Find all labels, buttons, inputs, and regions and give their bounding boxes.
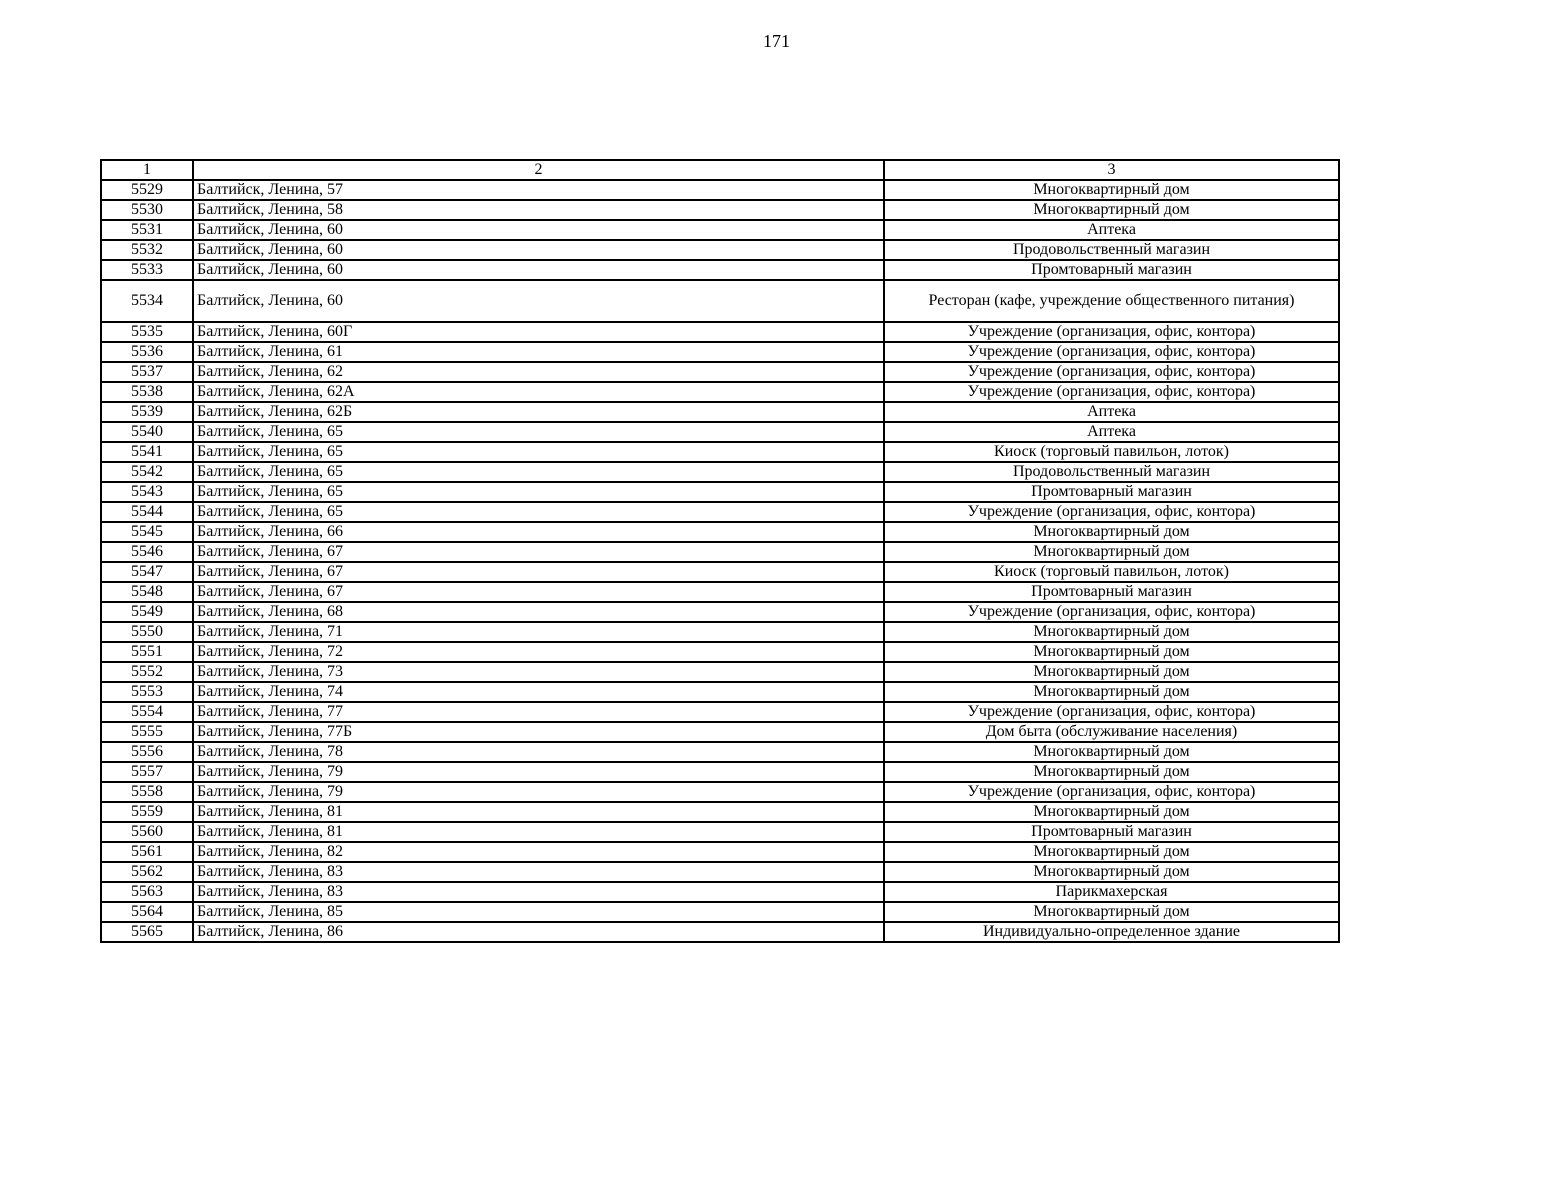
row-address-cell: Балтийск, Ленина, 77Б — [193, 722, 884, 742]
row-type-cell: Дом быта (обслуживание населения) — [884, 722, 1339, 742]
row-number-cell: 5542 — [101, 462, 193, 482]
row-address-cell: Балтийск, Ленина, 67 — [193, 542, 884, 562]
row-address-cell: Балтийск, Ленина, 62 — [193, 362, 884, 382]
row-number-cell: 5530 — [101, 200, 193, 220]
row-address-cell: Балтийск, Ленина, 86 — [193, 922, 884, 942]
row-type-cell: Аптека — [884, 422, 1339, 442]
row-address-cell: Балтийск, Ленина, 81 — [193, 802, 884, 822]
table-row — [101, 502, 1339, 522]
table-row — [101, 922, 1339, 942]
row-address-cell: Балтийск, Ленина, 85 — [193, 902, 884, 922]
table-row — [101, 482, 1339, 502]
row-address-cell: Балтийск, Ленина, 62Б — [193, 402, 884, 422]
row-number-cell: 5561 — [101, 842, 193, 862]
table-row — [101, 442, 1339, 462]
row-number-cell: 5541 — [101, 442, 193, 462]
row-address-cell: Балтийск, Ленина, 79 — [193, 762, 884, 782]
row-address-cell: Балтийск, Ленина, 60Г — [193, 322, 884, 342]
row-type-cell: Многоквартирный дом — [884, 862, 1339, 882]
row-address-cell: Балтийск, Ленина, 71 — [193, 622, 884, 642]
row-type-cell: Парикмахерская — [884, 882, 1339, 902]
row-type-cell: Многоквартирный дом — [884, 762, 1339, 782]
row-number-cell: 5556 — [101, 742, 193, 762]
row-address-cell: Балтийск, Ленина, 58 — [193, 200, 884, 220]
row-type-cell: Промтоварный магазин — [884, 822, 1339, 842]
row-address-cell: Балтийск, Ленина, 67 — [193, 562, 884, 582]
row-address-cell: Балтийск, Ленина, 66 — [193, 522, 884, 542]
table-row — [101, 422, 1339, 442]
row-type-cell: Промтоварный магазин — [884, 482, 1339, 502]
table-row — [101, 622, 1339, 642]
row-number-cell: 5538 — [101, 382, 193, 402]
row-number-cell: 5531 — [101, 220, 193, 240]
table-row — [101, 762, 1339, 782]
row-type-cell: Учреждение (организация, офис, контора) — [884, 702, 1339, 722]
row-number-cell: 5543 — [101, 482, 193, 502]
row-number-cell: 5532 — [101, 240, 193, 260]
row-address-cell: Балтийск, Ленина, 68 — [193, 602, 884, 622]
row-type-cell: Промтоварный магазин — [884, 582, 1339, 602]
row-type-cell: Промтоварный магазин — [884, 260, 1339, 280]
table-row — [101, 220, 1339, 240]
row-number-cell: 5563 — [101, 882, 193, 902]
table-row — [101, 822, 1339, 842]
row-number-cell: 5546 — [101, 542, 193, 562]
row-address-cell: Балтийск, Ленина, 65 — [193, 442, 884, 462]
row-number-cell: 5553 — [101, 682, 193, 702]
table-row — [101, 782, 1339, 802]
registry-table — [100, 159, 1340, 943]
registry-table-body — [101, 160, 1339, 942]
row-type-cell: Многоквартирный дом — [884, 522, 1339, 542]
table-row — [101, 842, 1339, 862]
row-address-cell: Балтийск, Ленина, 60 — [193, 280, 884, 322]
row-number-cell: 5535 — [101, 322, 193, 342]
row-type-cell: Индивидуально-определенное здание — [884, 922, 1339, 942]
table-row — [101, 522, 1339, 542]
table-row — [101, 702, 1339, 722]
row-address-cell: Балтийск, Ленина, 82 — [193, 842, 884, 862]
row-address-cell: Балтийск, Ленина, 60 — [193, 240, 884, 260]
row-number-cell: 5562 — [101, 862, 193, 882]
row-address-cell: Балтийск, Ленина, 79 — [193, 782, 884, 802]
row-type-cell: Учреждение (организация, офис, контора) — [884, 782, 1339, 802]
row-type-cell: Многоквартирный дом — [884, 542, 1339, 562]
row-number-cell: 5536 — [101, 342, 193, 362]
row-address-cell: Балтийск, Ленина, 60 — [193, 220, 884, 240]
row-type-cell: Многоквартирный дом — [884, 842, 1339, 862]
table-row — [101, 582, 1339, 602]
row-address-cell: Балтийск, Ленина, 74 — [193, 682, 884, 702]
table-row — [101, 402, 1339, 422]
row-type-cell: Киоск (торговый павильон, лоток) — [884, 442, 1339, 462]
row-type-cell: Учреждение (организация, офис, контора) — [884, 322, 1339, 342]
table-row — [101, 200, 1339, 220]
row-number-cell: 5560 — [101, 822, 193, 842]
row-number-cell: 5548 — [101, 582, 193, 602]
table-row — [101, 462, 1339, 482]
row-address-cell: Балтийск, Ленина, 65 — [193, 422, 884, 442]
row-type-cell: Учреждение (организация, офис, контора) — [884, 602, 1339, 622]
table-header-row — [101, 160, 1339, 180]
table-row — [101, 280, 1339, 322]
column-header-number: 1 — [101, 160, 193, 180]
row-type-cell: Многоквартирный дом — [884, 802, 1339, 822]
table-row — [101, 322, 1339, 342]
table-row — [101, 342, 1339, 362]
table-row — [101, 902, 1339, 922]
row-number-cell: 5554 — [101, 702, 193, 722]
row-number-cell: 5539 — [101, 402, 193, 422]
table-row — [101, 382, 1339, 402]
table-row — [101, 180, 1339, 200]
row-type-cell: Многоквартирный дом — [884, 902, 1339, 922]
row-type-cell: Учреждение (организация, офис, контора) — [884, 362, 1339, 382]
row-type-cell: Многоквартирный дом — [884, 642, 1339, 662]
row-type-cell: Многоквартирный дом — [884, 662, 1339, 682]
row-address-cell: Балтийск, Ленина, 83 — [193, 862, 884, 882]
row-type-cell: Аптека — [884, 220, 1339, 240]
row-number-cell: 5550 — [101, 622, 193, 642]
row-type-cell: Ресторан (кафе, учреждение общественного питания) — [884, 280, 1339, 322]
row-address-cell: Балтийск, Ленина, 65 — [193, 502, 884, 522]
row-number-cell: 5540 — [101, 422, 193, 442]
column-header-address: 2 — [193, 160, 884, 180]
row-number-cell: 5558 — [101, 782, 193, 802]
row-number-cell: 5537 — [101, 362, 193, 382]
row-number-cell: 5547 — [101, 562, 193, 582]
row-address-cell: Балтийск, Ленина, 77 — [193, 702, 884, 722]
table-row — [101, 602, 1339, 622]
row-number-cell: 5544 — [101, 502, 193, 522]
table-row — [101, 542, 1339, 562]
row-type-cell: Аптека — [884, 402, 1339, 422]
row-address-cell: Балтийск, Ленина, 60 — [193, 260, 884, 280]
row-type-cell: Продовольственный магазин — [884, 462, 1339, 482]
row-type-cell: Учреждение (организация, офис, контора) — [884, 382, 1339, 402]
row-type-cell: Многоквартирный дом — [884, 742, 1339, 762]
row-type-cell: Учреждение (организация, офис, контора) — [884, 342, 1339, 362]
row-number-cell: 5555 — [101, 722, 193, 742]
row-address-cell: Балтийск, Ленина, 81 — [193, 822, 884, 842]
table-row — [101, 742, 1339, 762]
row-number-cell: 5549 — [101, 602, 193, 622]
table-row — [101, 562, 1339, 582]
row-address-cell: Балтийск, Ленина, 73 — [193, 662, 884, 682]
row-number-cell: 5552 — [101, 662, 193, 682]
row-type-cell: Киоск (торговый павильон, лоток) — [884, 562, 1339, 582]
row-type-cell: Продовольственный магазин — [884, 240, 1339, 260]
row-number-cell: 5557 — [101, 762, 193, 782]
table-row — [101, 802, 1339, 822]
table-row — [101, 722, 1339, 742]
table-row — [101, 862, 1339, 882]
table-row — [101, 682, 1339, 702]
row-number-cell: 5551 — [101, 642, 193, 662]
table-row — [101, 642, 1339, 662]
row-number-cell: 5534 — [101, 280, 193, 322]
row-address-cell: Балтийск, Ленина, 67 — [193, 582, 884, 602]
row-number-cell: 5545 — [101, 522, 193, 542]
row-address-cell: Балтийск, Ленина, 78 — [193, 742, 884, 762]
row-address-cell: Балтийск, Ленина, 62А — [193, 382, 884, 402]
table-row — [101, 362, 1339, 382]
table-row — [101, 662, 1339, 682]
row-address-cell: Балтийск, Ленина, 72 — [193, 642, 884, 662]
row-number-cell: 5565 — [101, 922, 193, 942]
row-type-cell: Многоквартирный дом — [884, 682, 1339, 702]
row-type-cell: Многоквартирный дом — [884, 200, 1339, 220]
row-address-cell: Балтийск, Ленина, 65 — [193, 482, 884, 502]
row-type-cell: Учреждение (организация, офис, контора) — [884, 502, 1339, 522]
page-number: 171 — [763, 31, 790, 51]
row-number-cell: 5533 — [101, 260, 193, 280]
row-number-cell: 5559 — [101, 802, 193, 822]
row-number-cell: 5564 — [101, 902, 193, 922]
row-address-cell: Балтийск, Ленина, 57 — [193, 180, 884, 200]
table-row — [101, 240, 1339, 260]
row-address-cell: Балтийск, Ленина, 61 — [193, 342, 884, 362]
row-type-cell: Многоквартирный дом — [884, 180, 1339, 200]
row-type-cell: Многоквартирный дом — [884, 622, 1339, 642]
table-row — [101, 260, 1339, 280]
column-header-type: 3 — [884, 160, 1339, 180]
row-number-cell: 5529 — [101, 180, 193, 200]
row-address-cell: Балтийск, Ленина, 65 — [193, 462, 884, 482]
table-row — [101, 882, 1339, 902]
row-address-cell: Балтийск, Ленина, 83 — [193, 882, 884, 902]
